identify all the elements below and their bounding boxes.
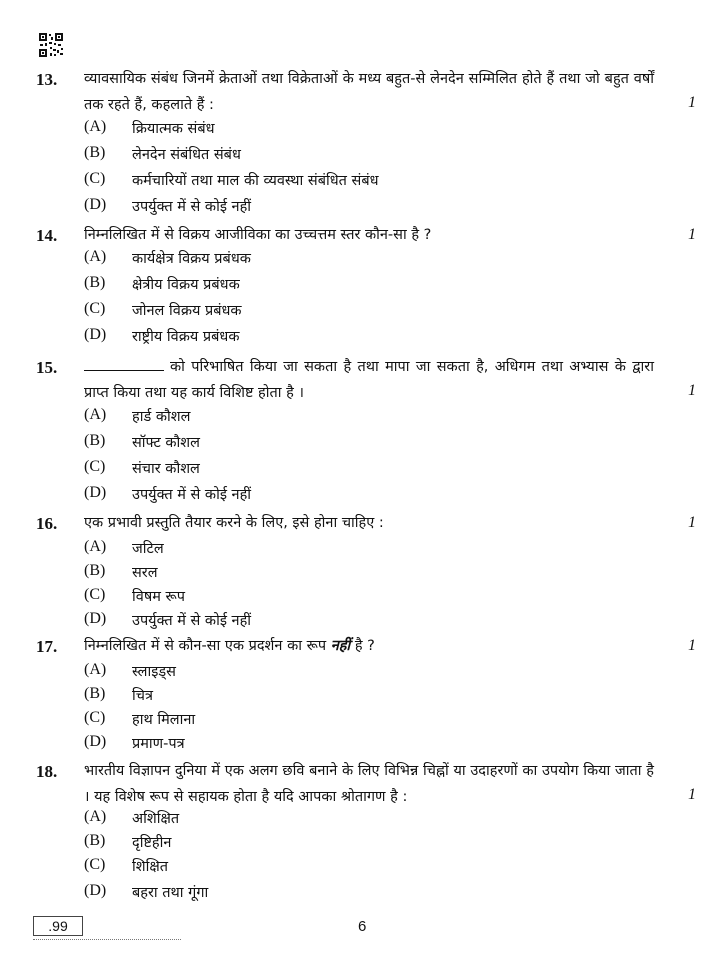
option-label: (C) [84, 856, 106, 873]
question-number: 17. [36, 637, 58, 656]
paper-code: .99 [33, 916, 83, 936]
footer-divider [33, 939, 181, 940]
question-number: 14. [36, 226, 58, 245]
option-label: (D) [84, 484, 107, 501]
option-text: विषम रूप [132, 589, 185, 605]
option-label: (B) [84, 685, 106, 702]
option-label: (A) [84, 406, 107, 423]
question-text [84, 354, 654, 406]
question-number: 13. [36, 70, 58, 89]
option-label: (D) [84, 326, 107, 343]
option-label: (C) [84, 170, 106, 187]
option-label: (A) [84, 248, 107, 265]
option-label: (C) [84, 300, 106, 317]
option-text: कार्यक्षेत्र विक्रय प्रबंधक [132, 251, 251, 267]
option-label: (B) [84, 562, 106, 579]
option-label: (A) [84, 538, 107, 555]
question-number: 16. [36, 514, 58, 533]
option-text: दृष्टिहीन [132, 835, 172, 851]
option-text: हार्ड कौशल [132, 409, 191, 425]
option-text: शिक्षित [132, 859, 169, 875]
option-text: क्रियात्मक संबंध [132, 121, 215, 137]
question-number: 15. [36, 358, 58, 377]
option-label: (D) [84, 196, 107, 213]
option-label: (B) [84, 274, 106, 291]
option-label: (D) [84, 882, 107, 899]
question-number: 18. [36, 762, 58, 781]
option-text: उपर्युक्त में से कोई नहीं [132, 613, 252, 629]
option-label: (A) [84, 118, 107, 135]
option-text: चित्र [132, 688, 153, 704]
question-text-body: को परिभाषित किया जा सकता है तथा मापा जा सकता है, अधिगम तथा अभ्यास के द्वारा प्राप्त किया तथा यह कार्य विशिष्ट होता है । [84, 359, 654, 401]
option-label: (D) [84, 733, 107, 750]
option-text: जोनल विक्रय प्रबंधक [132, 303, 242, 319]
option-text: बहरा तथा गूंगा [132, 885, 209, 901]
qr-code-icon [38, 32, 64, 58]
option-label: (B) [84, 144, 106, 161]
marks: 1 [688, 382, 696, 399]
marks: 1 [688, 94, 696, 111]
option-label: (B) [84, 432, 106, 449]
option-text: प्रमाण-पत्र [132, 736, 185, 752]
option-text: अशिक्षित [132, 811, 180, 827]
question-text [84, 633, 654, 659]
option-text: स्लाइड्स [132, 664, 176, 680]
option-text: सरल [132, 565, 158, 581]
marks: 1 [688, 514, 696, 531]
option-label: (C) [84, 709, 106, 726]
option-label: (A) [84, 661, 107, 678]
option-label: (C) [84, 458, 106, 475]
question-text: एक प्रभावी प्रस्तुति तैयार करने के लिए, इसे होना चाहिए : [84, 515, 384, 531]
question-text: व्यावसायिक संबंध जिनमें क्रेताओं तथा विक्रेताओं के मध्य बहुत-से लेनदेन सम्मिलित होते हैं तथा जो बहुत वर्षों तक रहते हैं, कहलाते हैं : [84, 71, 654, 113]
question-text-emphasis: नहीं [330, 638, 351, 654]
option-text: राष्ट्रीय विक्रय प्रबंधक [132, 329, 240, 345]
option-text: उपर्युक्त में से कोई नहीं [132, 487, 252, 503]
option-text: हाथ मिलाना [132, 712, 196, 728]
fill-in-blank [84, 356, 164, 371]
option-text: उपर्युक्त में से कोई नहीं [132, 199, 252, 215]
option-text: लेनदेन संबंधित संबंध [132, 147, 241, 163]
option-text: जटिल [132, 541, 164, 557]
option-text: सॉफ्ट कौशल [132, 435, 201, 451]
option-text: संचार कौशल [132, 461, 200, 477]
page-number: 6 [358, 918, 367, 935]
option-text: क्षेत्रीय विक्रय प्रबंधक [132, 277, 240, 293]
option-label: (A) [84, 808, 107, 825]
question-text-before: निम्नलिखित में से कौन-सा एक प्रदर्शन का रूप [84, 638, 327, 654]
marks: 1 [688, 226, 696, 243]
question-text: भारतीय विज्ञापन दुनिया में एक अलग छवि बनाने के लिए विभिन्न चिह्नों या उदाहरणों का उपयोग किया जाता है । यह विशेष रूप से सहायक होता है यदि आपका श्रोतागण है : [84, 763, 654, 805]
option-text: कर्मचारियों तथा माल की व्यवस्था संबंधित संबंध [132, 173, 379, 189]
question-text: निम्नलिखित में से विक्रय आजीविका का उच्चत्तम स्तर कौन-सा है ? [84, 227, 432, 243]
question-text-after: है ? [354, 638, 375, 654]
option-label: (B) [84, 832, 106, 849]
marks: 1 [688, 786, 696, 803]
option-label: (C) [84, 586, 106, 603]
option-label: (D) [84, 610, 107, 627]
marks: 1 [688, 637, 696, 654]
